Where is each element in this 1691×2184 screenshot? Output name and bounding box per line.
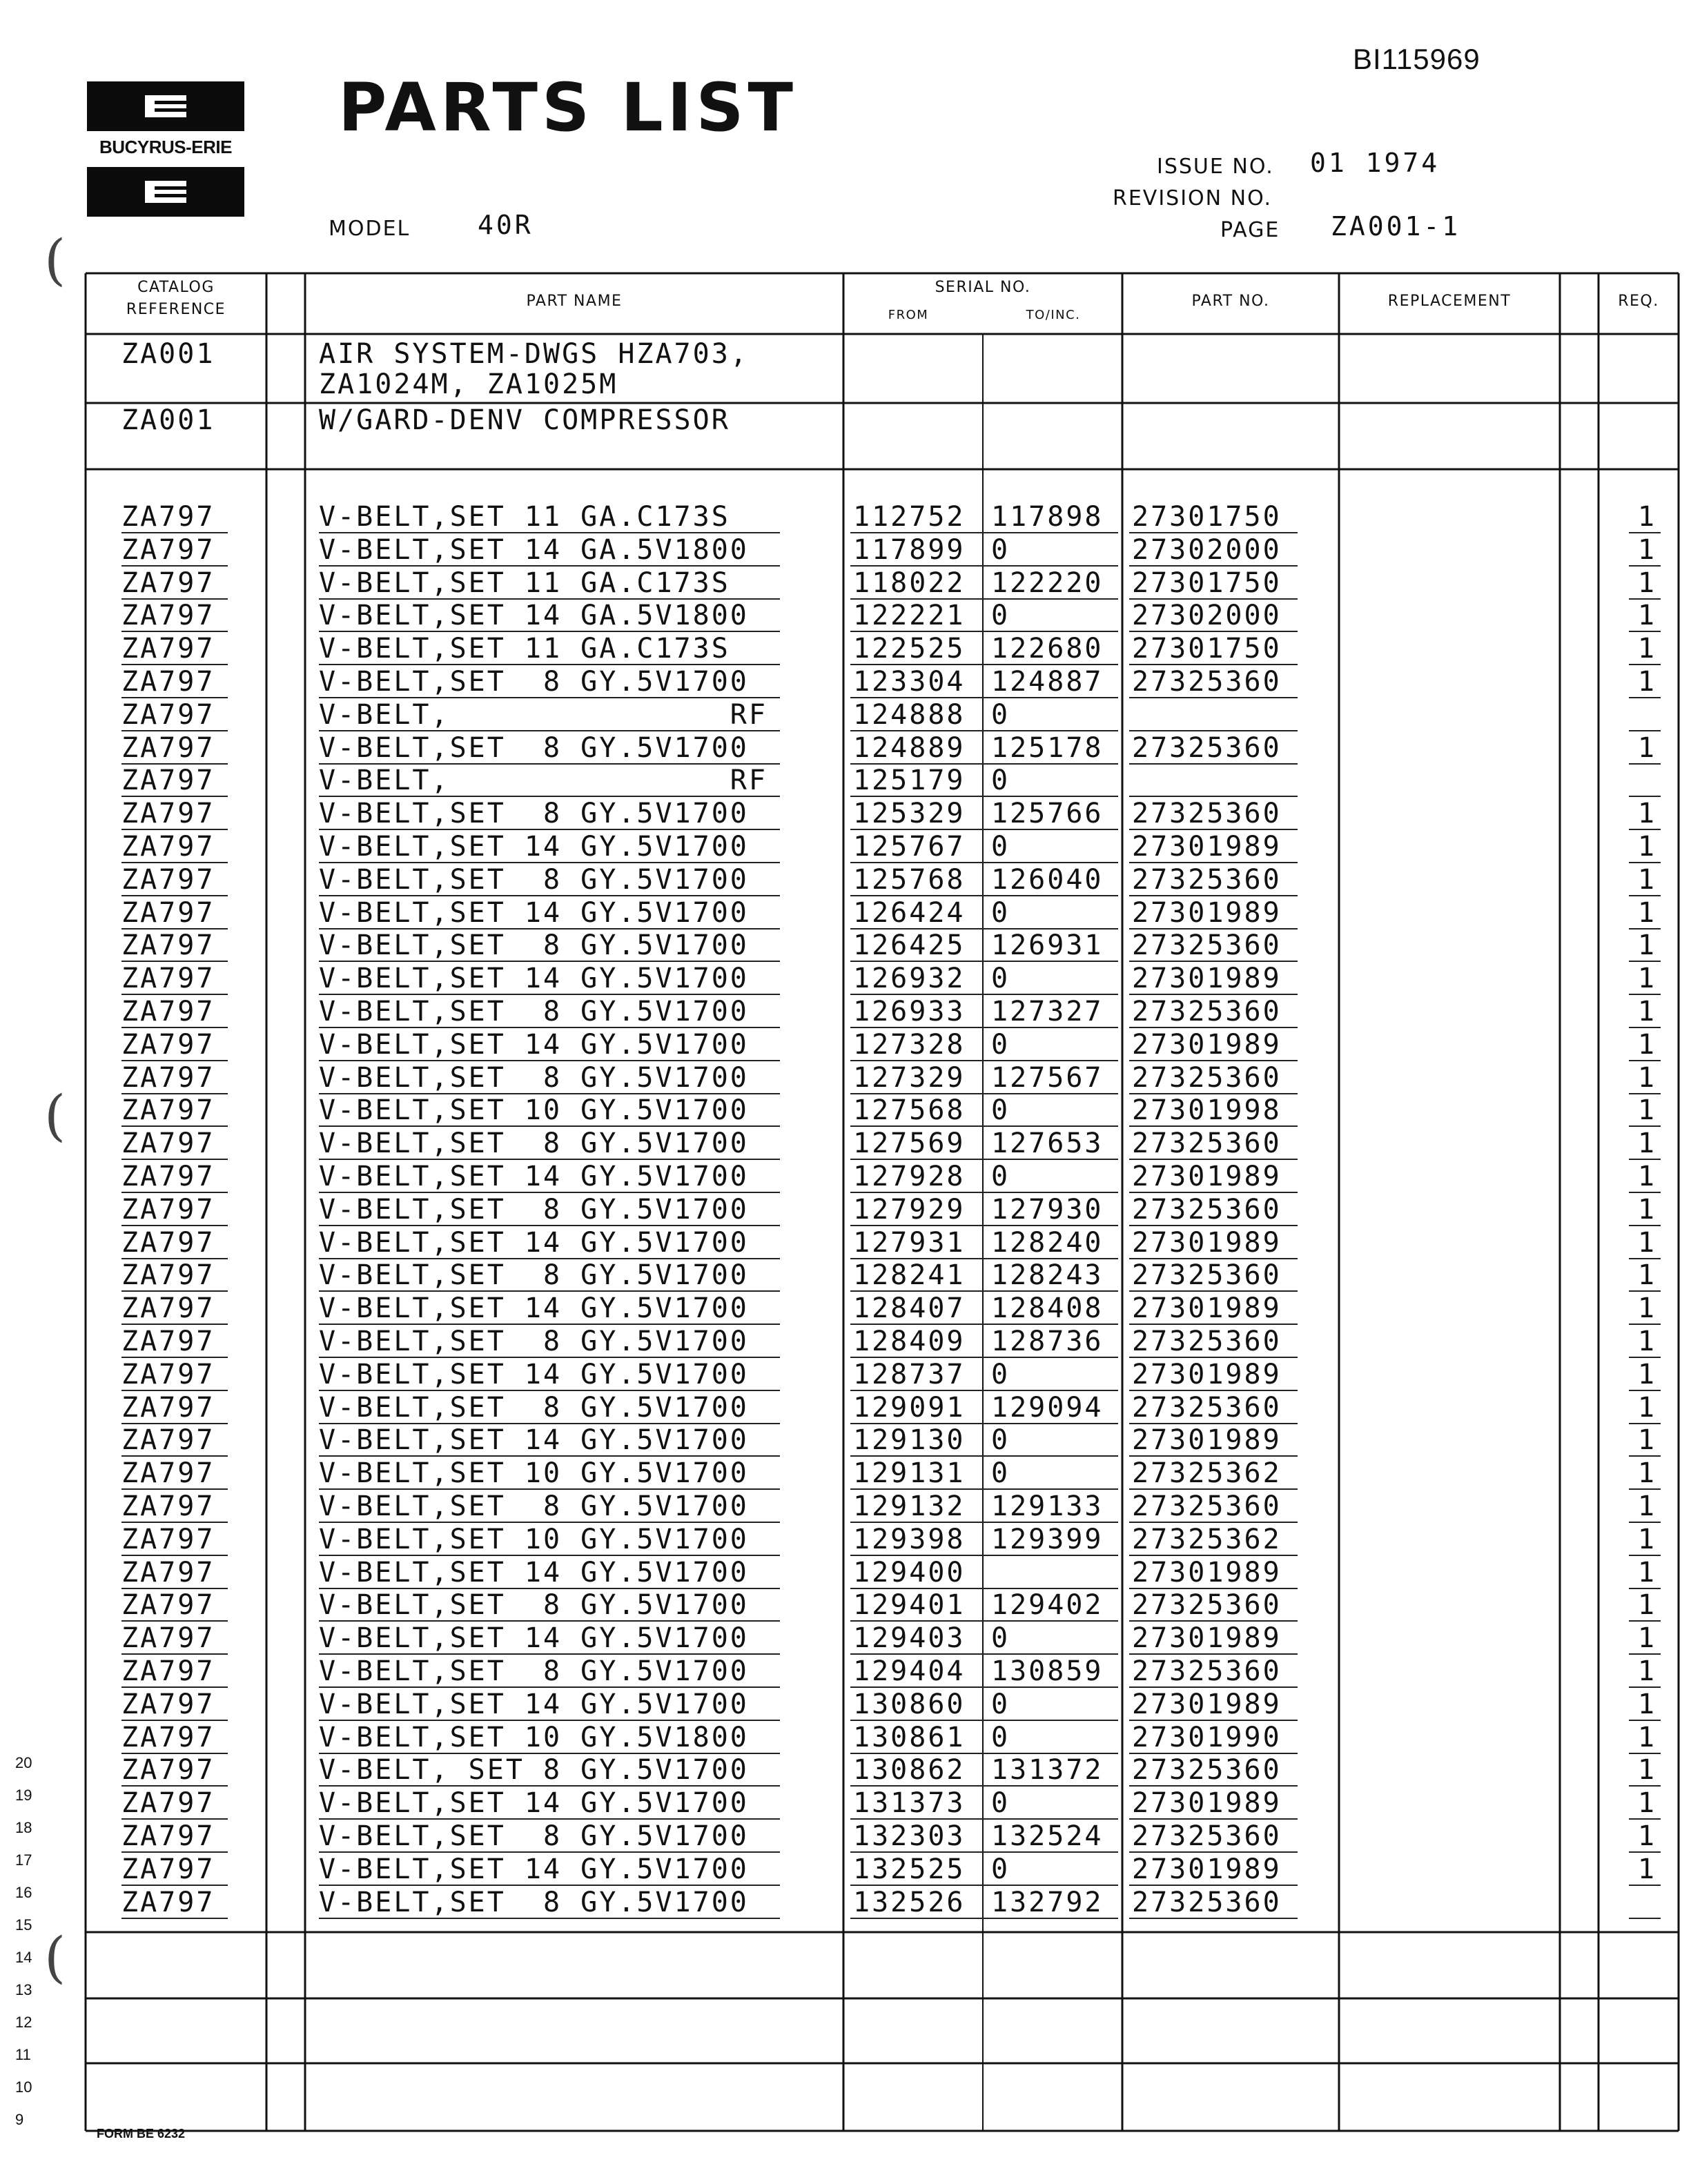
req-qty-cell: 1	[1637, 1754, 1656, 1786]
serial-from-cell: 128407	[853, 1292, 966, 1324]
part-number-cell: 27301989	[1132, 1557, 1282, 1588]
req-qty-cell: 1	[1637, 666, 1656, 698]
serial-from-cell: 127928	[853, 1161, 966, 1192]
page-value: ZA001-1	[1331, 211, 1461, 242]
serial-from-cell: 129130	[853, 1424, 966, 1456]
serial-to-cell: 127327	[991, 996, 1104, 1027]
catalog-cell: ZA797	[121, 1259, 215, 1291]
catalog-cell: ZA797	[121, 1787, 215, 1819]
serial-from-cell: 129132	[853, 1491, 966, 1522]
serial-to-cell: 129399	[991, 1524, 1104, 1555]
part-name-cell: V-BELT,SET 10 GY.5V1700	[319, 1457, 749, 1489]
req-qty-cell: 1	[1637, 1227, 1656, 1259]
part-name-cell: V-BELT,SET 14 GY.5V1700	[319, 1161, 749, 1192]
req-qty-cell: 1	[1637, 567, 1656, 599]
catalog-cell: ZA797	[121, 1392, 215, 1424]
req-qty-cell: 1	[1637, 798, 1656, 829]
part-name-cell: V-BELT,SET 14 GY.5V1700	[319, 1029, 749, 1061]
part-number-cell: 27325360	[1132, 929, 1282, 961]
punch-hole-mark: (	[44, 1083, 66, 1148]
serial-from-cell: 132303	[853, 1820, 966, 1852]
margin-number: 18	[15, 1819, 32, 1836]
serial-from-cell: 129400	[853, 1557, 966, 1588]
margin-number: 11	[15, 2046, 31, 2063]
part-name-cell: V-BELT,SET 8 GY.5V1700	[319, 1128, 749, 1159]
part-number-cell: 27325360	[1132, 1754, 1282, 1786]
req-qty-cell: 1	[1637, 1655, 1656, 1687]
part-name-cell: V-BELT,SET 8 GY.5V1700	[319, 1194, 749, 1226]
serial-from-cell: 131373	[853, 1787, 966, 1819]
catalog-cell: ZA797	[121, 732, 215, 764]
margin-number: 10	[15, 2078, 32, 2096]
part-number-cell: 27325360	[1132, 1326, 1282, 1357]
catalog-cell: ZA797	[121, 1722, 215, 1753]
serial-to-cell: 0	[991, 831, 1010, 863]
part-number-cell: 27301989	[1132, 1424, 1282, 1456]
req-qty-cell: 1	[1637, 929, 1656, 961]
req-qty-cell: 1	[1637, 1359, 1656, 1390]
part-name-cell: V-BELT,SET 14 GY.5V1700	[319, 1853, 749, 1885]
req-qty-cell: 1	[1637, 864, 1656, 896]
req-qty-cell: 1	[1637, 1194, 1656, 1226]
catalog-cell: ZA797	[121, 1557, 215, 1588]
part-name-cell: V-BELT,SET 11 GA.C173S	[319, 567, 730, 599]
catalog-cell: ZA797	[121, 567, 215, 599]
catalog-cell: ZA797	[121, 765, 215, 796]
serial-to-cell: 0	[991, 1029, 1010, 1061]
serial-to-cell: 125766	[991, 798, 1104, 829]
part-name-cell: V-BELT,SET 8 GY.5V1700	[319, 1392, 749, 1424]
part-name-cell: V-BELT,SET 14 GY.5V1700	[319, 1622, 749, 1654]
punch-hole-mark: (	[44, 228, 66, 292]
catalog-cell: ZA797	[121, 831, 215, 863]
part-name-cell: V-BELT,SET 8 GY.5V1700	[319, 666, 749, 698]
part-number-cell: 27325360	[1132, 1655, 1282, 1687]
req-qty-cell: 1	[1637, 1722, 1656, 1753]
serial-to-cell: 0	[991, 897, 1010, 929]
part-number-cell: 27325360	[1132, 666, 1282, 698]
part-number-cell: 27325360	[1132, 864, 1282, 896]
catalog-cell: ZA797	[121, 1292, 215, 1324]
serial-to-cell: 129094	[991, 1392, 1104, 1424]
req-qty-cell: 1	[1637, 1161, 1656, 1192]
req-qty-cell: 1	[1637, 1094, 1656, 1126]
req-qty-cell: 1	[1637, 1491, 1656, 1522]
req-qty-cell: 1	[1637, 501, 1656, 533]
req-qty-cell: 1	[1637, 1128, 1656, 1159]
col-header-catalog: CATALOG	[137, 279, 215, 296]
part-number-cell: 27325362	[1132, 1524, 1282, 1555]
catalog-cell: ZA797	[121, 534, 215, 566]
req-qty-cell: 1	[1637, 1292, 1656, 1324]
part-number-cell: 27301989	[1132, 897, 1282, 929]
serial-from-cell: 129398	[853, 1524, 966, 1555]
part-number-cell: 27301750	[1132, 501, 1282, 533]
serial-from-cell: 127568	[853, 1094, 966, 1126]
col-header-part-no: PART NO.	[1191, 293, 1270, 310]
part-number-cell: 27301750	[1132, 633, 1282, 665]
part-number-cell: 27301989	[1132, 1029, 1282, 1061]
part-name-cell: V-BELT,SET 11 GA.C173S	[319, 633, 730, 665]
catalog-cell: ZA797	[121, 1194, 215, 1226]
col-header-req: REQ.	[1618, 293, 1659, 310]
margin-number: 16	[15, 1884, 32, 1901]
catalog-cell: ZA797	[121, 1424, 215, 1456]
part-name-cell: V-BELT,SET 14 GY.5V1700	[319, 1689, 749, 1720]
catalog-cell: ZA797	[121, 963, 215, 994]
margin-number: 12	[15, 2014, 32, 2031]
req-qty-cell: 1	[1637, 1622, 1656, 1654]
catalog-cell: ZA797	[121, 1227, 215, 1259]
model-value: 40R	[478, 210, 534, 240]
margin-number: 13	[15, 1981, 32, 1998]
part-number-cell: 27301750	[1132, 567, 1282, 599]
margin-number: 20	[15, 1754, 32, 1771]
serial-from-cell: 129091	[853, 1392, 966, 1424]
part-name-cell: V-BELT, RF	[319, 765, 768, 796]
serial-to-cell: 0	[991, 1359, 1010, 1390]
part-name-cell: V-BELT,SET 8 GY.5V1700	[319, 798, 749, 829]
part-number-cell: 27325360	[1132, 1392, 1282, 1424]
serial-from-cell: 126424	[853, 897, 966, 929]
serial-to-cell: 132792	[991, 1887, 1104, 1918]
serial-to-cell: 129133	[991, 1491, 1104, 1522]
serial-from-cell: 129403	[853, 1622, 966, 1654]
req-qty-cell: 1	[1637, 963, 1656, 994]
page-title: PARTS LIST	[338, 69, 798, 146]
serial-to-cell: 128408	[991, 1292, 1104, 1324]
catalog-cell: ZA797	[121, 1161, 215, 1192]
part-number-cell: 27301989	[1132, 1161, 1282, 1192]
serial-from-cell: 130862	[853, 1754, 966, 1786]
document-id: BI115969	[1353, 43, 1480, 75]
serial-to-cell: 122220	[991, 567, 1104, 599]
part-number-cell: 27301989	[1132, 1622, 1282, 1654]
catalog-cell: ZA797	[121, 1062, 215, 1094]
issue-value: 01 1974	[1310, 148, 1440, 178]
serial-to-cell: 0	[991, 1787, 1010, 1819]
serial-to-cell: 0	[991, 1457, 1010, 1489]
page-label: PAGE	[1220, 218, 1280, 242]
part-number-cell: 27325360	[1132, 1259, 1282, 1291]
part-name-cell: V-BELT,SET 14 GY.5V1700	[319, 1424, 749, 1456]
serial-from-cell: 128241	[853, 1259, 966, 1291]
catalog-cell: ZA797	[121, 666, 215, 698]
serial-from-cell: 128737	[853, 1359, 966, 1390]
serial-from-cell: 129401	[853, 1589, 966, 1621]
req-qty-cell: 1	[1637, 1457, 1656, 1489]
part-name-cell: V-BELT,SET 14 GY.5V1700	[319, 1787, 749, 1819]
intro-name-continued: ZA1024M, ZA1025M	[319, 368, 618, 400]
req-qty-cell: 1	[1637, 1787, 1656, 1819]
catalog-cell: ZA797	[121, 1622, 215, 1654]
serial-from-cell: 125767	[853, 831, 966, 863]
serial-to-cell: 0	[991, 699, 1010, 731]
serial-to-cell: 126040	[991, 864, 1104, 896]
serial-from-cell: 125329	[853, 798, 966, 829]
req-qty-cell: 1	[1637, 1853, 1656, 1885]
margin-number: 19	[15, 1787, 32, 1804]
part-number-cell: 27325360	[1132, 1491, 1282, 1522]
serial-from-cell: 112752	[853, 501, 966, 533]
form-number: FORM BE 6232	[97, 2127, 186, 2141]
part-name-cell: V-BELT,SET 8 GY.5V1700	[319, 929, 749, 961]
serial-from-cell: 122525	[853, 633, 966, 665]
req-qty-cell: 1	[1637, 600, 1656, 631]
serial-to-cell: 132524	[991, 1820, 1104, 1852]
serial-to-cell: 124887	[991, 666, 1104, 698]
serial-to-cell: 0	[991, 1853, 1010, 1885]
part-number-cell: 27302000	[1132, 600, 1282, 631]
catalog-cell: ZA797	[121, 996, 215, 1027]
req-qty-cell: 1	[1637, 1259, 1656, 1291]
serial-from-cell: 128409	[853, 1326, 966, 1357]
intro-catalog: ZA001	[121, 338, 215, 370]
part-name-cell: V-BELT,SET 14 GY.5V1700	[319, 1227, 749, 1259]
col-header-from: FROM	[888, 308, 929, 322]
part-number-cell: 27301989	[1132, 963, 1282, 994]
serial-to-cell: 0	[991, 1722, 1010, 1753]
part-name-cell: V-BELT,SET 8 GY.5V1700	[319, 1655, 749, 1687]
serial-to-cell: 131372	[991, 1754, 1104, 1786]
serial-from-cell: 132525	[853, 1853, 966, 1885]
req-qty-cell: 1	[1637, 732, 1656, 764]
serial-to-cell: 127653	[991, 1128, 1104, 1159]
serial-to-cell: 0	[991, 1094, 1010, 1126]
col-header-serial: SERIAL NO.	[935, 279, 1031, 296]
serial-from-cell: 127931	[853, 1227, 966, 1259]
serial-to-cell: 0	[991, 1161, 1010, 1192]
part-name-cell: V-BELT,SET 8 GY.5V1700	[319, 864, 749, 896]
serial-to-cell: 0	[991, 963, 1010, 994]
part-name-cell: V-BELT,SET 11 GA.C173S	[319, 501, 730, 533]
catalog-cell: ZA797	[121, 1754, 215, 1786]
part-number-cell: 27301989	[1132, 1292, 1282, 1324]
col-header-part-name: PART NAME	[526, 293, 623, 310]
part-name-cell: V-BELT,SET 14 GY.5V1700	[319, 1292, 749, 1324]
part-number-cell: 27301990	[1132, 1722, 1282, 1753]
catalog-cell: ZA797	[121, 1326, 215, 1357]
margin-number: 9	[15, 2111, 24, 2128]
serial-to-cell: 127930	[991, 1194, 1104, 1226]
part-number-cell: 27325360	[1132, 1194, 1282, 1226]
col-header-reference: REFERENCE	[126, 301, 226, 318]
catalog-cell: ZA797	[121, 929, 215, 961]
req-qty-cell: 1	[1637, 996, 1656, 1027]
part-number-cell: 27301989	[1132, 831, 1282, 863]
catalog-cell: ZA797	[121, 864, 215, 896]
part-name-cell: V-BELT, SET 8 GY.5V1700	[319, 1754, 749, 1786]
margin-number: 15	[15, 1916, 32, 1934]
part-number-cell: 27325362	[1132, 1457, 1282, 1489]
serial-to-cell: 129402	[991, 1589, 1104, 1621]
serial-to-cell: 128243	[991, 1259, 1104, 1291]
serial-from-cell: 129131	[853, 1457, 966, 1489]
serial-to-cell: 130859	[991, 1655, 1104, 1687]
revision-label: REVISION NO.	[1113, 186, 1273, 210]
catalog-cell: ZA797	[121, 1655, 215, 1687]
margin-number: 17	[15, 1851, 32, 1869]
part-name-cell: V-BELT,SET 8 GY.5V1700	[319, 1062, 749, 1094]
part-number-cell: 27301998	[1132, 1094, 1282, 1126]
serial-from-cell: 127328	[853, 1029, 966, 1061]
catalog-cell: ZA797	[121, 501, 215, 533]
part-name-cell: V-BELT,SET 8 GY.5V1700	[319, 732, 749, 764]
serial-from-cell: 125179	[853, 765, 966, 796]
serial-from-cell: 126933	[853, 996, 966, 1027]
catalog-cell: ZA797	[121, 1887, 215, 1918]
catalog-cell: ZA797	[121, 1029, 215, 1061]
part-number-cell: 27325360	[1132, 732, 1282, 764]
intro-catalog: ZA001	[121, 404, 215, 436]
catalog-cell: ZA797	[121, 1094, 215, 1126]
req-qty-cell: 1	[1637, 534, 1656, 566]
serial-to-cell: 128736	[991, 1326, 1104, 1357]
serial-from-cell: 117899	[853, 534, 966, 566]
req-qty-cell: 1	[1637, 633, 1656, 665]
part-name-cell: V-BELT,SET 14 GA.5V1800	[319, 534, 749, 566]
part-name-cell: V-BELT,SET 8 GY.5V1700	[319, 1887, 749, 1918]
req-qty-cell: 1	[1637, 1820, 1656, 1852]
part-name-cell: V-BELT,SET 14 GY.5V1700	[319, 897, 749, 929]
serial-to-cell: 0	[991, 765, 1010, 796]
serial-to-cell: 122680	[991, 633, 1104, 665]
margin-number: 14	[15, 1949, 32, 1966]
catalog-cell: ZA797	[121, 1491, 215, 1522]
serial-from-cell: 132526	[853, 1887, 966, 1918]
punch-hole-mark: (	[44, 1925, 66, 1989]
part-number-cell: 27325360	[1132, 996, 1282, 1027]
catalog-cell: ZA797	[121, 1359, 215, 1390]
serial-from-cell: 130861	[853, 1722, 966, 1753]
serial-from-cell: 122221	[853, 600, 966, 631]
catalog-cell: ZA797	[121, 1457, 215, 1489]
req-qty-cell: 1	[1637, 1062, 1656, 1094]
serial-from-cell: 127329	[853, 1062, 966, 1094]
req-qty-cell: 1	[1637, 1326, 1656, 1357]
part-number-cell: 27302000	[1132, 534, 1282, 566]
col-header-replacement: REPLACEMENT	[1387, 293, 1512, 310]
part-number-cell: 27325360	[1132, 798, 1282, 829]
req-qty-cell: 1	[1637, 1392, 1656, 1424]
catalog-cell: ZA797	[121, 699, 215, 731]
part-number-cell: 27301989	[1132, 1359, 1282, 1390]
part-name-cell: V-BELT,SET 8 GY.5V1700	[319, 996, 749, 1027]
part-name-cell: V-BELT,SET 14 GA.5V1800	[319, 600, 749, 631]
serial-from-cell: 129404	[853, 1655, 966, 1687]
serial-to-cell: 128240	[991, 1227, 1104, 1259]
part-name-cell: V-BELT,SET 10 GY.5V1700	[319, 1094, 749, 1126]
col-header-to: TO/INC.	[1026, 308, 1081, 322]
serial-to-cell: 127567	[991, 1062, 1104, 1094]
part-name-cell: V-BELT,SET 14 GY.5V1700	[319, 1359, 749, 1390]
part-number-cell: 27301989	[1132, 1227, 1282, 1259]
req-qty-cell: 1	[1637, 1589, 1656, 1621]
part-name-cell: V-BELT, RF	[319, 699, 768, 731]
req-qty-cell: 1	[1637, 1524, 1656, 1555]
part-number-cell: 27301989	[1132, 1689, 1282, 1720]
req-qty-cell: 1	[1637, 1029, 1656, 1061]
intro-name: W/GARD-DENV COMPRESSOR	[319, 404, 730, 436]
req-qty-cell: 1	[1637, 1424, 1656, 1456]
part-number-cell: 27325360	[1132, 1887, 1282, 1918]
part-name-cell: V-BELT,SET 8 GY.5V1700	[319, 1820, 749, 1852]
part-name-cell: V-BELT,SET 10 GY.5V1800	[319, 1722, 749, 1753]
part-name-cell: V-BELT,SET 10 GY.5V1700	[319, 1524, 749, 1555]
part-name-cell: V-BELT,SET 14 GY.5V1700	[319, 963, 749, 994]
req-qty-cell: 1	[1637, 897, 1656, 929]
req-qty-cell: 1	[1637, 831, 1656, 863]
part-name-cell: V-BELT,SET 8 GY.5V1700	[319, 1491, 749, 1522]
serial-to-cell: 0	[991, 534, 1010, 566]
serial-from-cell: 126932	[853, 963, 966, 994]
serial-to-cell: 126931	[991, 929, 1104, 961]
part-name-cell: V-BELT,SET 14 GY.5V1700	[319, 831, 749, 863]
part-name-cell: V-BELT,SET 8 GY.5V1700	[319, 1589, 749, 1621]
req-qty-cell: 1	[1637, 1557, 1656, 1588]
serial-from-cell: 124889	[853, 732, 966, 764]
part-number-cell: 27301989	[1132, 1853, 1282, 1885]
model-label: MODEL	[329, 217, 411, 241]
req-qty-cell: 1	[1637, 1689, 1656, 1720]
part-number-cell: 27301989	[1132, 1787, 1282, 1819]
part-number-cell: 27325360	[1132, 1128, 1282, 1159]
serial-from-cell: 126425	[853, 929, 966, 961]
catalog-cell: ZA797	[121, 897, 215, 929]
catalog-cell: ZA797	[121, 1853, 215, 1885]
catalog-cell: ZA797	[121, 1128, 215, 1159]
serial-to-cell: 0	[991, 1622, 1010, 1654]
serial-from-cell: 123304	[853, 666, 966, 698]
catalog-cell: ZA797	[121, 1524, 215, 1555]
serial-to-cell: 117898	[991, 501, 1104, 533]
catalog-cell: ZA797	[121, 1589, 215, 1621]
serial-from-cell: 125768	[853, 864, 966, 896]
catalog-cell: ZA797	[121, 798, 215, 829]
catalog-cell: ZA797	[121, 633, 215, 665]
serial-from-cell: 130860	[853, 1689, 966, 1720]
part-number-cell: 27325360	[1132, 1589, 1282, 1621]
serial-to-cell: 0	[991, 1424, 1010, 1456]
part-name-cell: V-BELT,SET 8 GY.5V1700	[319, 1326, 749, 1357]
serial-to-cell: 0	[991, 1689, 1010, 1720]
part-number-cell: 27325360	[1132, 1062, 1282, 1094]
serial-from-cell: 124888	[853, 699, 966, 731]
serial-to-cell: 125178	[991, 732, 1104, 764]
part-name-cell: V-BELT,SET 8 GY.5V1700	[319, 1259, 749, 1291]
serial-from-cell: 127569	[853, 1128, 966, 1159]
catalog-cell: ZA797	[121, 1820, 215, 1852]
intro-name: AIR SYSTEM-DWGS HZA703,	[319, 338, 749, 370]
issue-label: ISSUE NO.	[1157, 155, 1274, 179]
serial-from-cell: 118022	[853, 567, 966, 599]
company-name: BUCYRUS-ERIE	[99, 137, 232, 157]
part-name-cell: V-BELT,SET 14 GY.5V1700	[319, 1557, 749, 1588]
part-number-cell: 27325360	[1132, 1820, 1282, 1852]
serial-to-cell: 0	[991, 600, 1010, 631]
serial-from-cell: 127929	[853, 1194, 966, 1226]
catalog-cell: ZA797	[121, 600, 215, 631]
catalog-cell: ZA797	[121, 1689, 215, 1720]
